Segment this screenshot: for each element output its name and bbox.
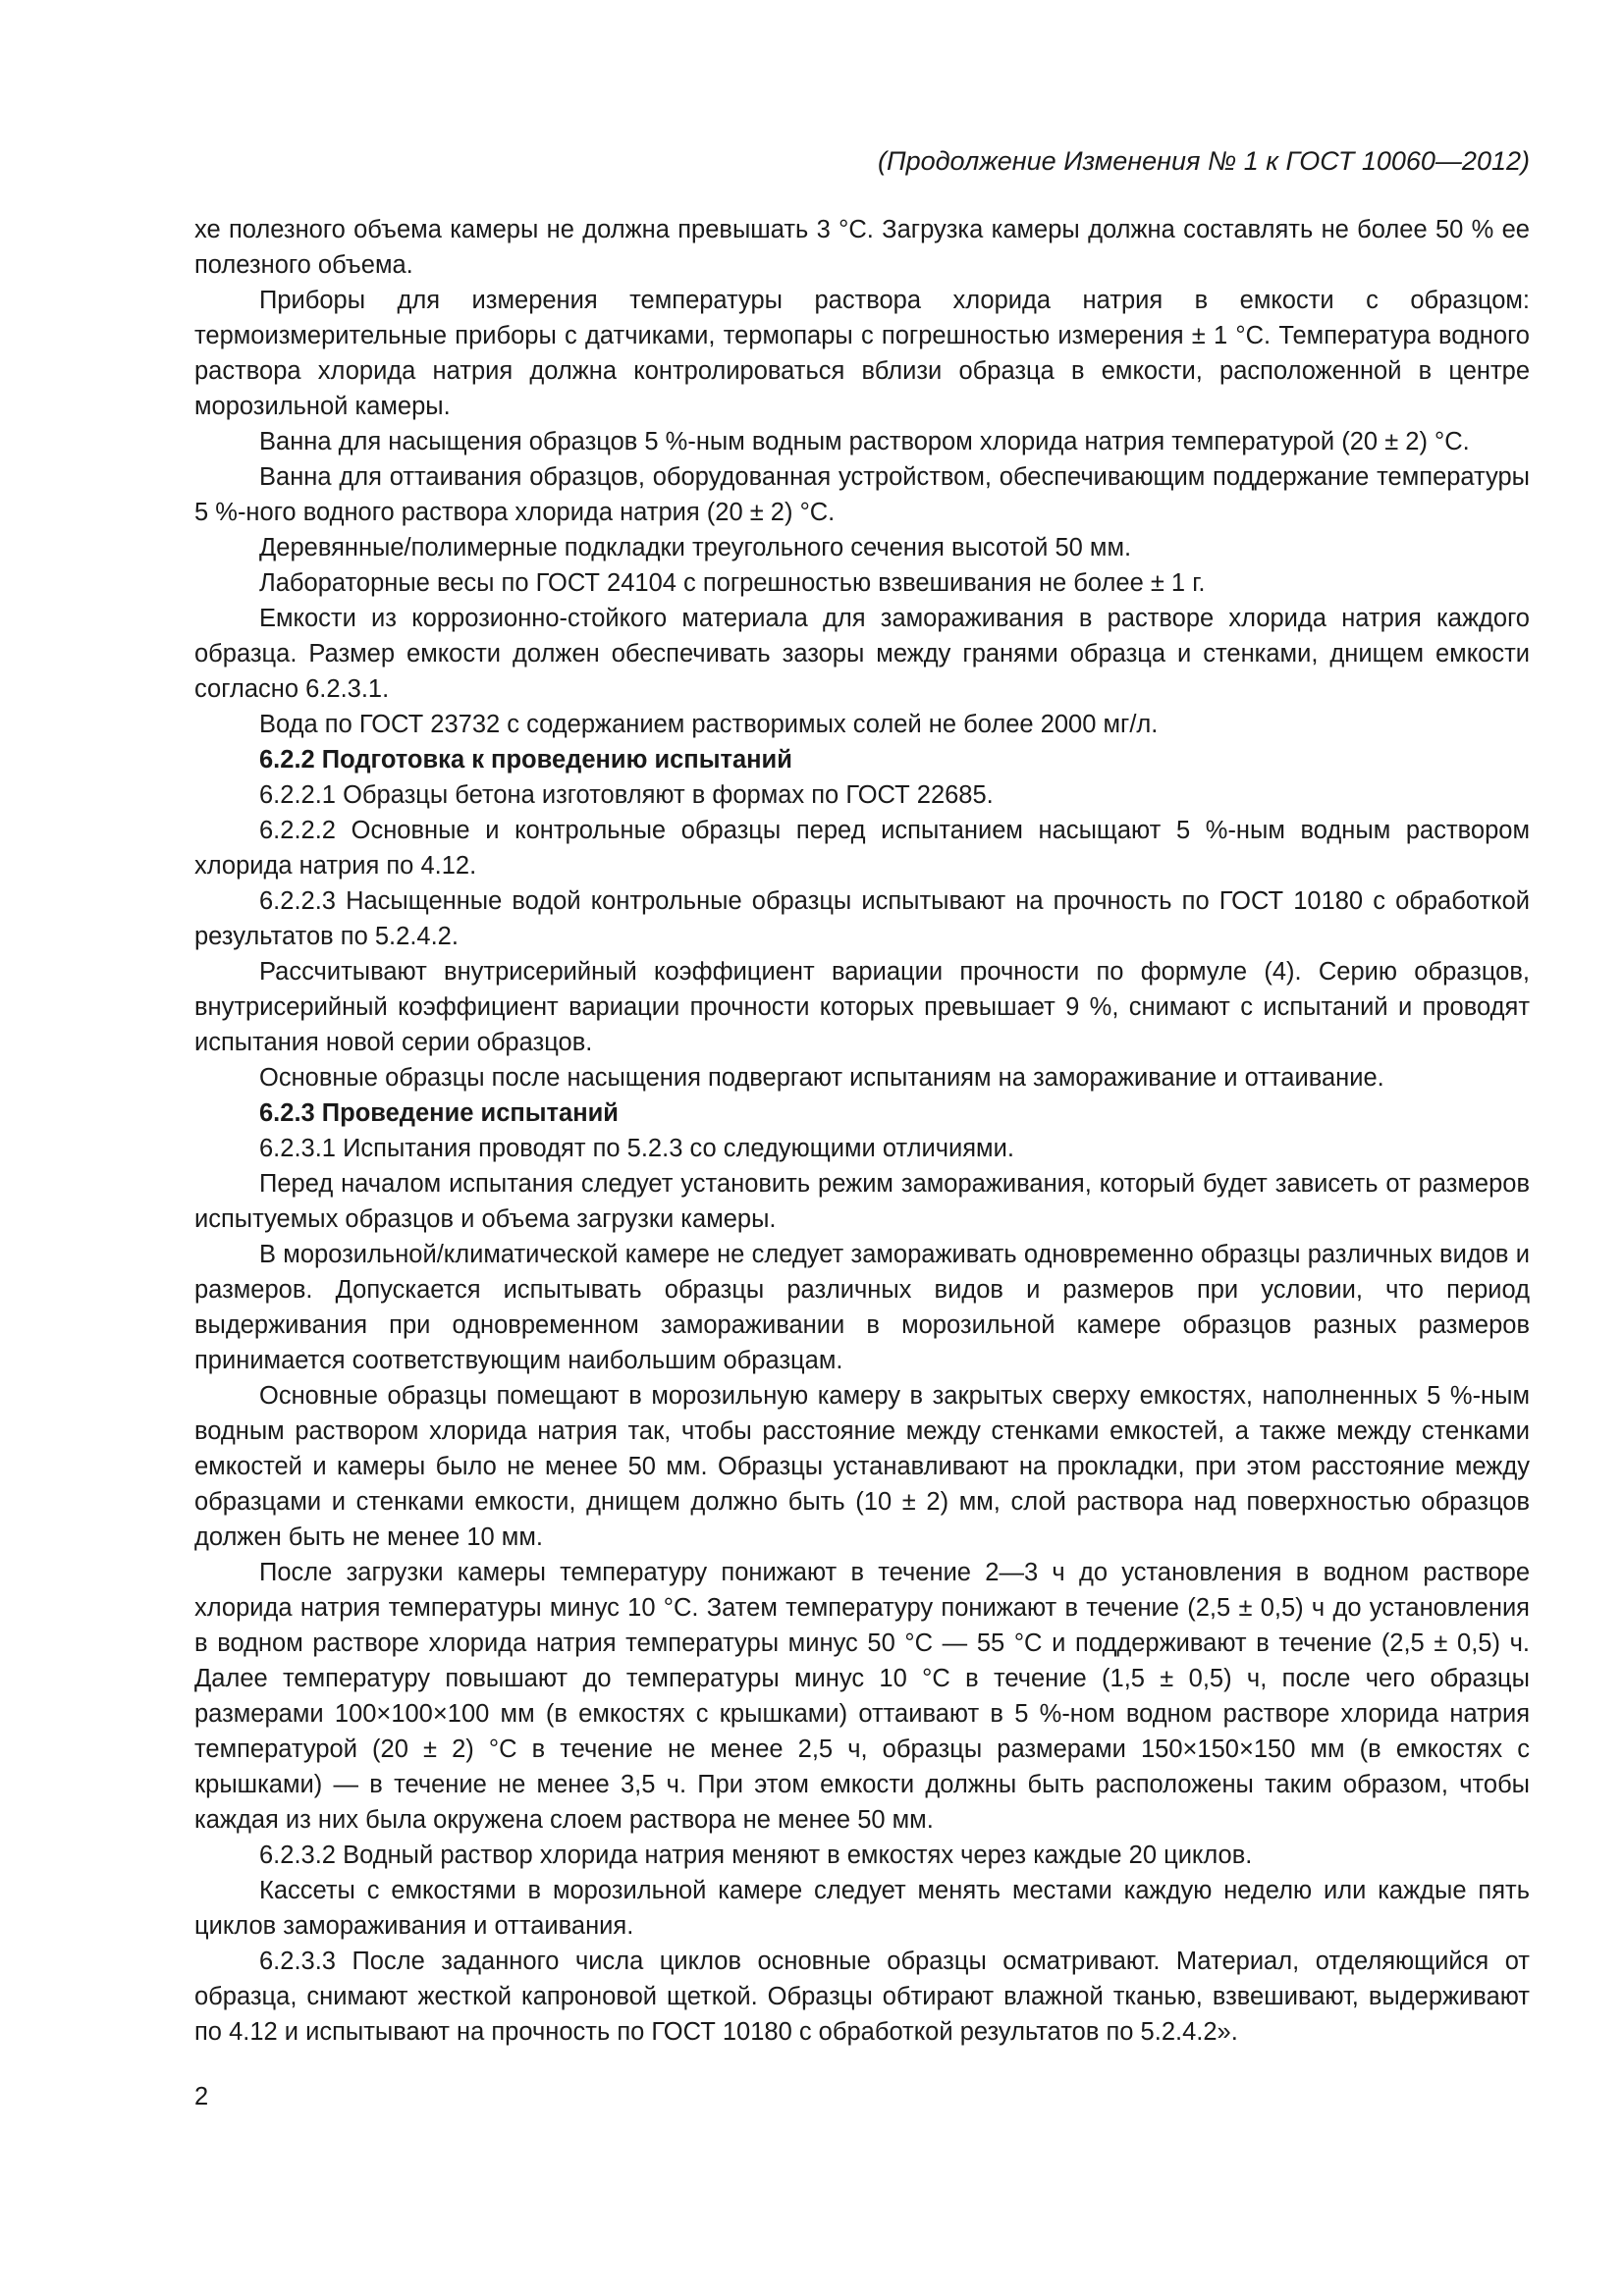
paragraph: После загрузки камеры температуру понижают в течение 2—3 ч до установления в водном растворе хлорида натрия температуры минус 10 °С. Затем температуру понижают в течение (2,5 ± 0,5) ч до установления в водном растворе хлорида натрия температуры минус 50 °С — 55 °С и поддерживают в течение (2,5 ± 0,5) ч. Далее температуру повышают до температуры минус 10 °С в течение (1,5 ± 0,5) ч, после чего образцы размерами 100×100×100 мм (в емкостях с крышками) оттаивают в 5 %-ном водном растворе хлорида натрия температурой (20 ± 2) °С в течение не менее 2,5 ч, образцы размерами 150×150×150 мм (в емкостях с крышками) — в течение не менее 3,5 ч. При этом емкости должны быть расположены таким образом, чтобы каждая из них была окружена слоем раствора не менее 50 мм. [194, 1559, 1530, 1834]
paragraph: хе полезного объема камеры не должна превышать 3 °С. Загрузка камеры должна составлять не более 50 % ее полезного объема. [194, 216, 1530, 279]
paragraph: 6.2.3.1 Испытания проводят по 5.2.3 со следующими отличиями. [259, 1135, 1014, 1162]
paragraph: В морозильной/климатической камере не следует замораживать одновременно образцы различных видов и размеров. Допускается испытывать образцы различных видов и размеров при условии, что период выдерживания при одновременном замораживании в морозильной камере образцов разных размеров принимается соответствующим наибольшим образцам. [194, 1241, 1530, 1374]
paragraph: Кассеты с емкостями в морозильной камере следует менять местами каждую неделю или каждые пять циклов замораживания и оттаивания. [194, 1877, 1530, 1940]
paragraph: Лабораторные весы по ГОСТ 24104 с погрешностью взвешивания не более ± 1 г. [259, 569, 1206, 597]
paragraph: Ванна для насыщения образцов 5 %-ным водным раствором хлорида натрия температурой (20 ± 2) °С. [259, 428, 1470, 455]
paragraph: 6.2.2.1 Образцы бетона изготовляют в формах по ГОСТ 22685. [259, 781, 994, 809]
paragraph: Перед началом испытания следует установить режим замораживания, который будет зависеть от размеров испытуемых образцов и объема загрузки камеры. [194, 1170, 1530, 1233]
paragraph: 6.2.3.3 После заданного числа циклов основные образцы осматривают. Материал, отделяющийся от образца, снимают жесткой капроновой щеткой. Образцы обтирают влажной тканью, взвешивают, выдерживают по 4.12 и испытывают на прочность по ГОСТ 10180 с обработкой результатов по 5.2.4.2». [194, 1948, 1530, 2046]
paragraph: 6.2.2.2 Основные и контрольные образцы перед испытанием насыщают 5 %-ным водным раствором хлорида натрия по 4.12. [194, 817, 1530, 880]
paragraph: Основные образцы помещают в морозильную камеру в закрытых сверху емкостях, наполненных 5 %-ным водным раствором хлорида натрия так, чтобы расстояние между стенками емкостей, а также между стенками емкостей и камеры было не менее 50 мм. Образцы устанавливают на прокладки, при этом расстояние между образцами и стенками емкости, днищем должно быть (10 ± 2) мм, слой раствора над поверхностью образцов должен быть не менее 10 мм. [194, 1382, 1530, 1551]
paragraph: Вода по ГОСТ 23732 с содержанием растворимых солей не более 2000 мг/л. [259, 711, 1159, 738]
section-heading: 6.2.2 Подготовка к проведению испытаний [259, 746, 792, 774]
paragraph: Ванна для оттаивания образцов, оборудованная устройством, обеспечивающим поддержание температуры 5 %-ного водного раствора хлорида натрия (20 ± 2) °С. [194, 463, 1530, 526]
paragraph: 6.2.2.3 Насыщенные водой контрольные образцы испытывают на прочность по ГОСТ 10180 с обработкой результатов по 5.2.4.2. [194, 887, 1530, 950]
paragraph: 6.2.3.2 Водный раствор хлорида натрия меняют в емкостях через каждые 20 циклов. [259, 1842, 1253, 1869]
paragraph: Емкости из коррозионно-стойкого материала для замораживания в растворе хлорида натрия каждого образца. Размер емкости должен обеспечивать зазоры между гранями образца и стенками, днищем емкости согласно 6.2.3.1. [194, 605, 1530, 703]
paragraph: Деревянные/полимерные подкладки треугольного сечения высотой 50 мм. [259, 534, 1132, 561]
document-body [194, 212, 1530, 2050]
page-number: 2 [194, 2083, 209, 2110]
paragraph: Основные образцы после насыщения подвергают испытаниям на замораживание и оттаивание. [259, 1064, 1384, 1092]
section-heading: 6.2.3 Проведение испытаний [259, 1099, 619, 1127]
continuation-header: (Продолжение Изменения № 1 к ГОСТ 10060—2012) [878, 146, 1530, 176]
paragraph: Приборы для измерения температуры раствора хлорида натрия в емкости с образцом: термоизмерительные приборы с датчиками, термопары с погрешностью измерения ± 1 °С. Температура водного раствора хлорида натрия должна контролироваться вблизи образца в емкости, расположенной в центре морозильной камеры. [194, 287, 1530, 420]
paragraph: Рассчитывают внутрисерийный коэффициент вариации прочности по формуле (4). Серию образцов, внутрисерийный коэффициент вариации прочности которых превышает 9 %, снимают с испытаний и проводят испытания новой серии образцов. [194, 958, 1530, 1056]
